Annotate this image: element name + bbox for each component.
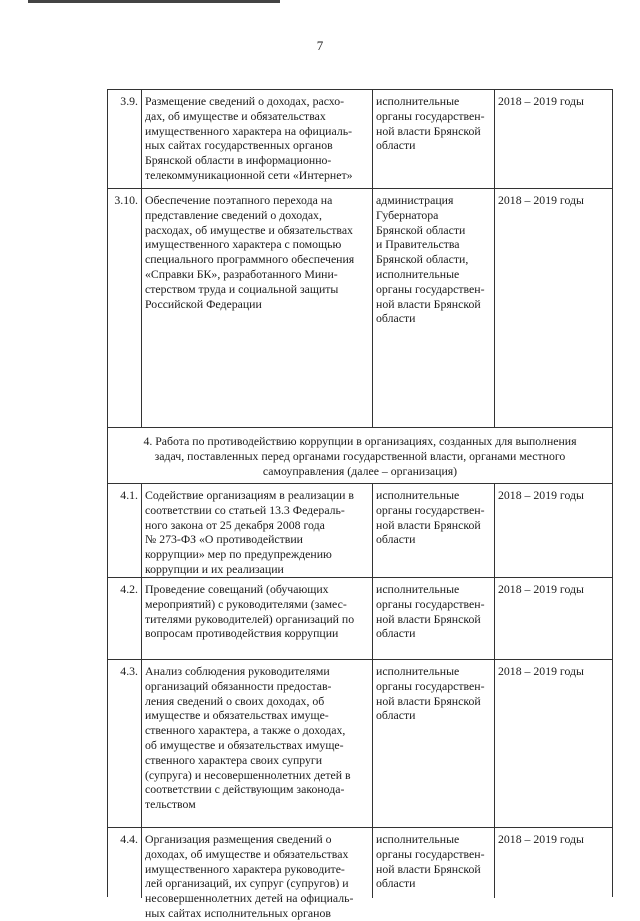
table-row <box>108 90 612 189</box>
item-number: 3.10. <box>108 189 142 427</box>
executor: исполнительные органы государствен- ной власти Брянской области <box>373 828 495 898</box>
executor: администрация Губернатора Брянской области и Правительства Брянской области, исполнительные органы государствен- ной власти Брянской области <box>373 189 495 427</box>
table-row <box>108 189 612 428</box>
item-number: 3.9. <box>108 90 142 188</box>
deadline: 2018 – 2019 годы <box>498 193 584 207</box>
measure-description: Содействие организациям в реализации в соответствии со статьей 13.3 Федераль- ного закона от 25 декабря 2008 года № 273-ФЗ «О противодействии коррупции» мер по предупреждению коррупции и их реализации <box>142 484 373 577</box>
table-row <box>108 828 612 920</box>
top-rule <box>28 0 280 3</box>
executor: исполнительные органы государствен- ной власти Брянской области <box>373 484 495 577</box>
deadline: 2018 – 2019 годы <box>498 832 584 846</box>
executor: исполнительные органы государствен- ной власти Брянской области <box>373 90 495 188</box>
executor: исполнительные органы государствен- ной власти Брянской области <box>373 660 495 827</box>
item-number: 4.4. <box>108 828 142 898</box>
table-row <box>108 484 612 578</box>
table-row <box>108 660 612 828</box>
measure-description: Организация размещения сведений о доходах, об имуществе и обязательствах имущественного характера руководите- лей организаций, их супруг (супругов) и несовершеннолетних детей на официаль- ных сайтах исполнительных органов <box>142 828 373 898</box>
measures-table <box>107 89 613 920</box>
measure-description: Обеспечение поэтапного перехода на представление сведений о доходах, расходах, об имуществе и обязательствах имущественного характера с помощью специального программного обеспечения «Справки БК», разработанного Мини- стерством труда и социальной защиты Российской Федерации <box>142 189 373 427</box>
deadline: 2018 – 2019 годы <box>498 664 584 678</box>
measure-description: Размещение сведений о доходах, расхо- дах, об имуществе и обязательствах имущественного характера на официаль- ных сайтах государственных органов Брянской области в информационно- телекоммуникационной сети «Интернет» <box>142 90 373 188</box>
item-number: 4.3. <box>108 660 142 827</box>
section-heading-row <box>108 428 612 484</box>
table-row <box>108 578 612 660</box>
item-number: 4.2. <box>108 578 142 659</box>
item-number: 4.1. <box>108 484 142 577</box>
deadline: 2018 – 2019 годы <box>498 94 584 108</box>
executor: исполнительные органы государствен- ной власти Брянской области <box>373 578 495 659</box>
measure-description: Проведение совещаний (обучающих мероприятий) с руководителями (замес- тителями руководителей) организаций по вопросам противодействия коррупции <box>142 578 373 659</box>
measure-description: Анализ соблюдения руководителями организаций обязанности предостав- ления сведений о своих доходах, об имуществе и обязательствах имуще- ственного характера, а также о доходах, об имуществе и обязательствах имуще- ственного характера своих супруги (супруга) и несовершеннолетних детей в соответствии с действующим законода- тельством <box>142 660 373 827</box>
deadline: 2018 – 2019 годы <box>498 488 584 502</box>
section-title: 4. Работа по противодействию коррупции в организациях, созданных для выполнения задач, поставленных перед органами государственной власти, органами местного самоуправления (далее – организация) <box>143 434 577 478</box>
page-number: 7 <box>316 38 324 53</box>
deadline: 2018 – 2019 годы <box>498 582 584 596</box>
